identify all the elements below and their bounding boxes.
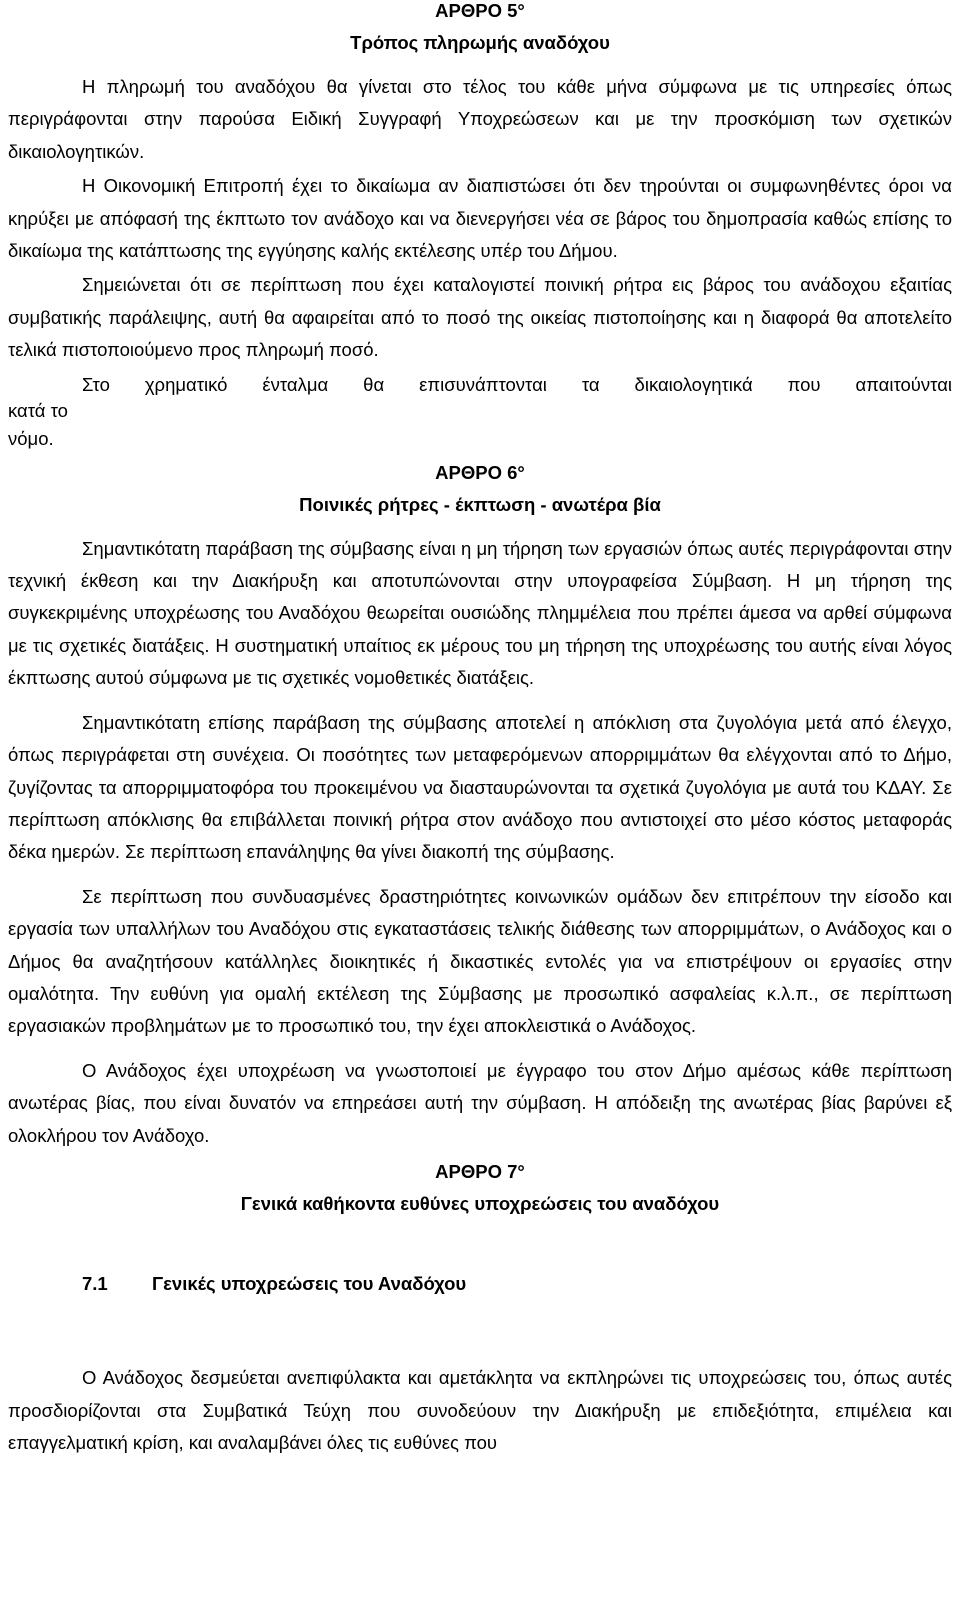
article-7-title: Γενικά καθήκοντα ευθύνες υποχρεώσεις του αναδόχου [240, 1192, 720, 1214]
article-5-paragraph-3: Σημειώνεται ότι σε περίπτωση που έχει καταλογιστεί ποινική ρήτρα εις βάρος του ανάδοχου εξαιτίας συμβατικής παράλειψης, αυτή θα αφαιρείται από το ποσό της οικείας πιστοποίησης και η διαφορά θα αποτελείτο τελικά πιστοποιούμενο προς πληρωμή ποσό. [8, 274, 952, 361]
article-5-paragraph-1: Η πληρωμή του αναδόχου θα γίνεται στο τέλος του κάθε μήνα σύμφωνα με τις υπηρεσίες όπως περιγράφονται στην παρούσα Ειδική Συγγραφή Υποχρεώσεων και με την προσκόμιση των σχετικών δικαιολογητικών. [8, 76, 952, 162]
article-7-subsection [8, 1268, 952, 1300]
article-5-paragraph-4 [8, 369, 952, 453]
article-5-paragraph-2: Η Οικονομική Επιτροπή έχει το δικαίωμα αν διαπιστώσει ότι δεν τηρούνται οι συμφωνηθέντες όροι να κηρύξει με απόφασή της έκπτωτο τον ανάδοχο και να διενεργήσει νέα σε βάρος του δημοπρασία καθώς επίσης το δικαίωμα της κατάπτωσης της εγγύησης καλής εκτέλεσης υπέρ του Δήμου. [8, 175, 952, 262]
article-5-last-line-3: νόμο. [8, 427, 54, 449]
article-6-heading: ΑΡΘΡΟ 6° [435, 461, 525, 483]
subsection-number: 7.1 [82, 1272, 108, 1294]
article-5-title: Τρόπος πληρωμής αναδόχου [350, 32, 610, 53]
article-6-paragraph-3: Σε περίπτωση που συνδυασμένες δραστηριότητες κοινωνικών ομάδων δεν επιτρέπουν την είσοδο και εργασία των υπαλλήλων του Αναδόχου στις εγκαταστάσεις τελικής διάθεσης των απορριμμάτων, ο Ανάδοχος και ο Δήμος θα αναζητήσουν κατάλληλες διοικητικές ή δικαστικές εντολές για να επιστρέψουν οι εργασίες στην ομαλότητα. Την ευθύνη για ομαλή εκτέλεση της Σύμβασης με προσωπικό ασφαλείας κ.λ.π., σε περίπτωση εργασιακών προβλημάτων με το προσωπικό του, την έχει αποκλειστικά ο Ανάδοχος. [8, 885, 952, 1037]
article-6-paragraph-4: Ο Ανάδοχος έχει υποχρέωση να γνωστοποιεί με έγγραφο του στον Δήμο αμέσως κάθε περίπτωση ανωτέρας βίας, που είναι δυνατόν να επηρεάσει αυτή την σύμβαση. Η απόδειξη της ανωτέρας βίας βαρύνει εξ ολοκλήρου τον Ανάδοχο. [8, 1059, 952, 1146]
article-6-paragraph-2: Σημαντικότατη επίσης παράβαση της σύμβασης αποτελεί η απόκλιση στα ζυγολόγια μετά από έλεγχο, όπως περιγράφεται στη συνέχεια. Οι ποσότητες των μεταφερόμενων απορριμμάτων θα ελέγχονται από το Δήμο, ζυγίζοντας τα απορριμματοφόρα του προκειμένου να διασταυρώνονται τα σχετικά ζυγολόγια με αυτά του ΚΔΑΥ. Σε περίπτωση απόκλισης θα επιβάλλεται ποινική ρήτρα στον ανάδοχο που αντιστοιχεί στο μέσο κόστος μεταφοράς δέκα ημερών. Σε περίπτωση επανάληψης θα γίνει διακοπή της σύμβασης. [8, 711, 952, 863]
subsection-title: Γενικές υποχρεώσεις του Αναδόχου [152, 1272, 467, 1294]
article-6-paragraph-1: Σημαντικότατη παράβαση της σύμβασης είναι η μη τήρηση των εργασιών όπως αυτές περιγράφονται στην τεχνική έκθεση και την Διακήρυξη και αποτυπώνονται στην υπογραφείσα Σύμβαση. Η μη τήρηση της συγκεκριμένης υποχρέωσης του Αναδόχου θεωρείται ουσιώδης πλημμέλεια που πρέπει άμεσα να αρθεί σύμφωνα με τις σχετικές διατάξεις. Η συστηματική υπαίτιος εκ μέρους του μη τήρηση της υποχρέωσης του αυτής είναι λόγος έκπτωσης αυτού σύμφωνα με τις σχετικές νομοθετικές διατάξεις. [8, 537, 952, 689]
article-5-last-line-1: Στο χρηματικό ένταλμα θα επισυνάπτονται τα δικαιολογητικά που απαιτούνται [82, 373, 952, 395]
article-6-title: Ποινικές ρήτρες - έκπτωση - ανωτέρα βία [299, 493, 661, 515]
article-5-last-line-2: κατά το [8, 399, 68, 421]
article-7-paragraph-1: Ο Ανάδοχος δεσμεύεται ανεπιφύλακτα και αμετάκλητα να εκπληρώνει τις υποχρεώσεις του, όπως αυτές προσδιορίζονται στα Συμβατικά Τεύχη που συνοδεύουν την Διακήρυξη με επιδεξιότητα, επιμέλεια και επαγγελματική κρίση, και αναλαμβάνει όλες τις ευθύνες που [8, 1367, 952, 1454]
article-5-heading: ΑΡΘΡΟ 5° [435, 0, 525, 21]
article-7-heading: ΑΡΘΡΟ 7° [435, 1160, 525, 1182]
